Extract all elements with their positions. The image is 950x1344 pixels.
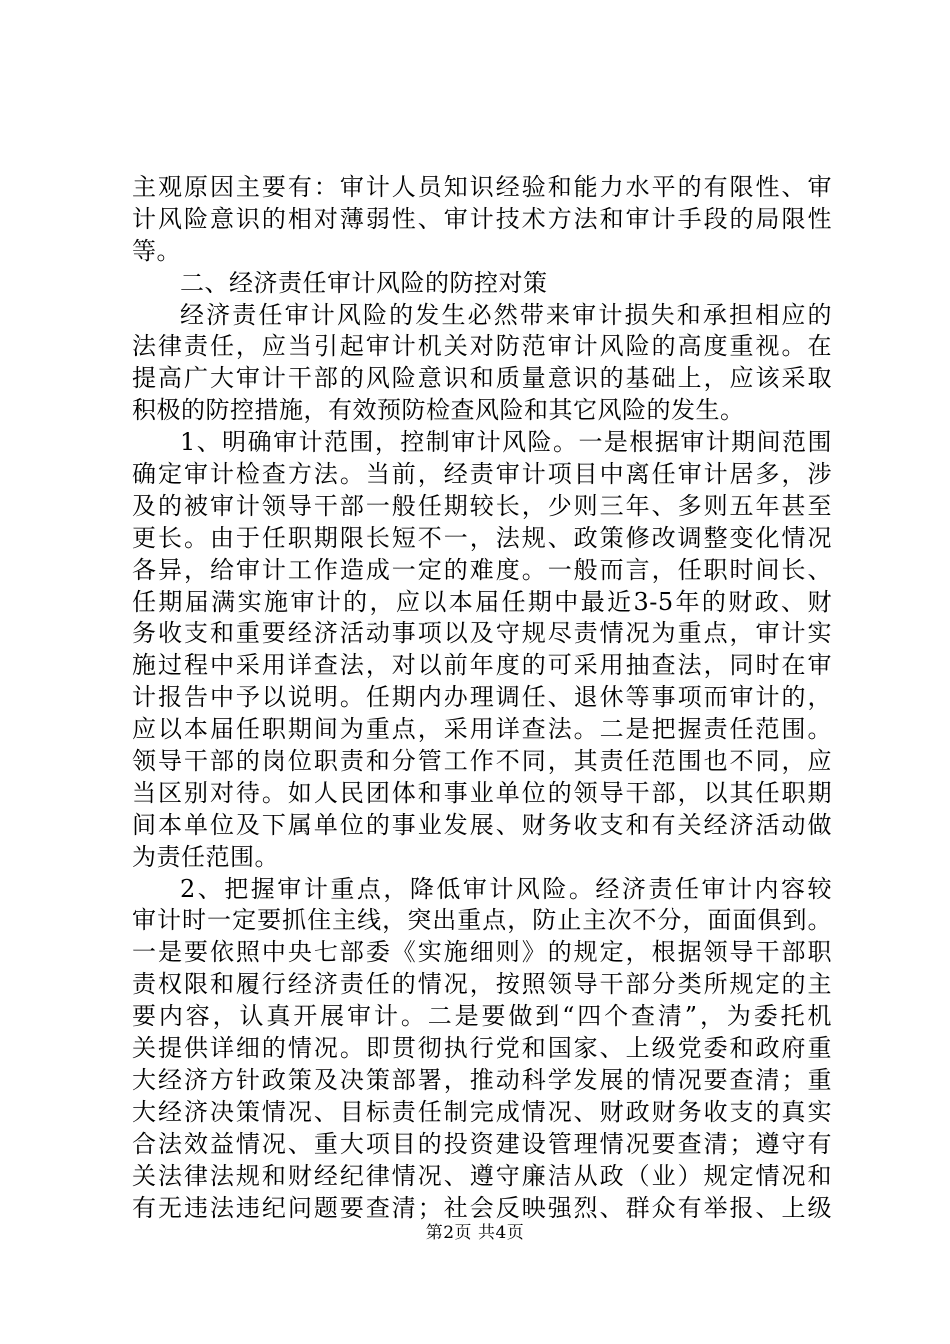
- text-line: 1、明确审计范围，控制审计风险。一是根据审计期间范围: [180, 428, 832, 457]
- page-footer: 第2页 共4页: [425, 1223, 525, 1243]
- text-line: 间本单位及下属单位的事业发展、财务收支和有关经济活动做: [132, 810, 832, 839]
- text-line: 二、经济责任审计风险的防控对策: [180, 268, 548, 297]
- text-line: 确定审计检查方法。当前，经责审计项目中离任审计居多，涉: [132, 460, 832, 489]
- text-line: 积极的防控措施，有效预防检查风险和其它风险的发生。: [132, 396, 745, 425]
- text-line: 领导干部的岗位职责和分管工作不同，其责任范围也不同，应: [132, 747, 832, 776]
- text-line: 更长。由于任职期限长短不一，法规、政策修改调整变化情况: [132, 523, 832, 552]
- text-line: 当区别对待。如人民团体和事业单位的领导干部，以其任职期: [132, 778, 832, 807]
- text-line: 为责任范围。: [132, 842, 279, 871]
- text-line: 要内容，认真开展审计。二是要做到“四个查清”，为委托机: [132, 1002, 832, 1031]
- text-line: 等。: [132, 236, 181, 265]
- text-line: 责权限和履行经济责任的情况，按照领导干部分类所规定的主: [132, 970, 832, 999]
- text-line: 任期届满实施审计的，应以本届任期中最近3-5年的财政、财: [132, 587, 832, 616]
- text-line: 有无违法违纪问题要查清；社会反映强烈、群众有举报、上级: [132, 1193, 832, 1222]
- text-line: 计报告中予以说明。任期内办理调任、退休等事项而审计的，: [132, 683, 832, 712]
- text-line: 各异，给审计工作造成一定的难度。一般而言，任职时间长、: [132, 555, 832, 584]
- text-line: 应以本届任职期间为重点，采用详查法。二是把握责任范围。: [132, 715, 832, 744]
- text-line: 计风险意识的相对薄弱性、审计技术方法和审计手段的局限性: [132, 204, 832, 233]
- text-line: 2、把握审计重点，降低审计风险。经济责任审计内容较: [180, 874, 832, 903]
- text-line: 审计时一定要抓住主线，突出重点，防止主次不分，面面俱到。: [132, 906, 832, 935]
- text-line: 提高广大审计干部的风险意识和质量意识的基础上，应该采取: [132, 364, 832, 393]
- text-line: 关法律法规和财经纪律情况、遵守廉洁从政（业）规定情况和: [132, 1161, 832, 1190]
- text-line: 大经济决策情况、目标责任制完成情况、财政财务收支的真实: [132, 1097, 832, 1126]
- text-line: 主观原因主要有：审计人员知识经验和能力水平的有限性、审: [132, 173, 832, 201]
- text-line: 务收支和重要经济活动事项以及守规尽责情况为重点，审计实: [132, 619, 832, 648]
- text-line: 经济责任审计风险的发生必然带来审计损失和承担相应的: [180, 300, 832, 329]
- text-line: 施过程中采用详查法，对以前年度的可采用抽查法，同时在审: [132, 651, 832, 680]
- text-line: 大经济方针政策及决策部署，推动科学发展的情况要查清；重: [132, 1065, 832, 1094]
- text-line: 法律责任，应当引起审计机关对防范审计风险的高度重视。在: [132, 332, 832, 361]
- text-line: 关提供详细的情况。即贯彻执行党和国家、上级党委和政府重: [132, 1034, 832, 1063]
- text-line: 合法效益情况、重大项目的投资建设管理情况要查清；遵守有: [132, 1129, 832, 1158]
- text-line: 及的被审计领导干部一般任期较长，少则三年、多则五年甚至: [132, 491, 832, 520]
- text-line: 一是要依照中央七部委《实施细则》的规定，根据领导干部职: [132, 938, 832, 967]
- document-body: [132, 172, 832, 1224]
